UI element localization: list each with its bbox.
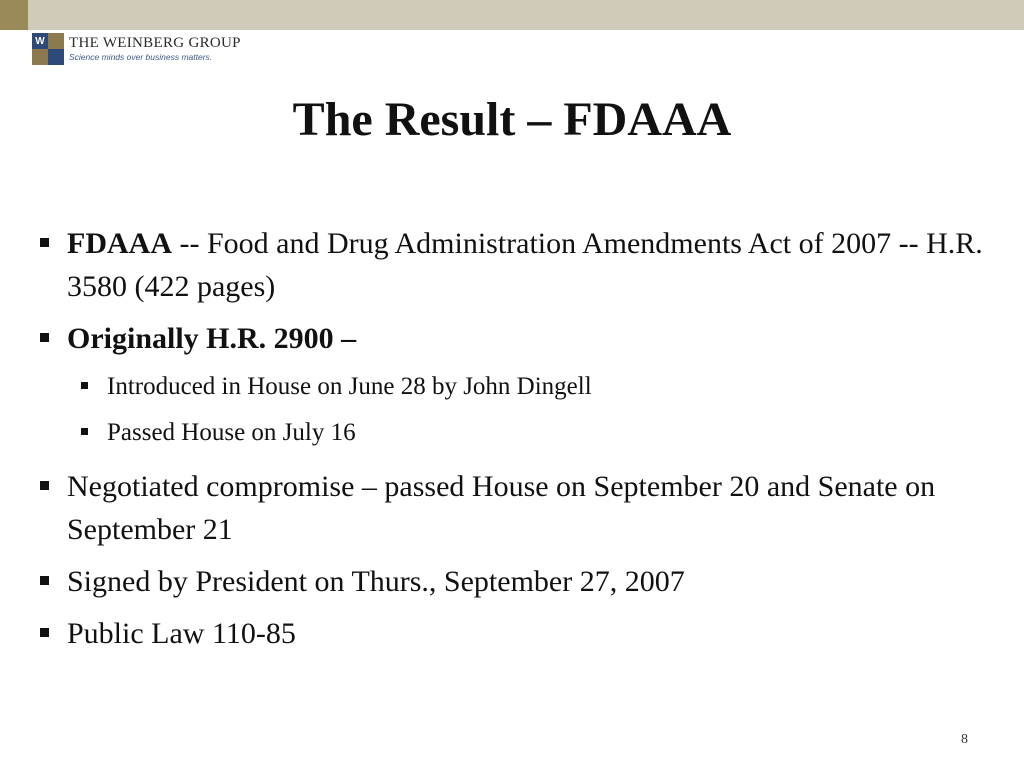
company-logo <box>32 33 241 65</box>
corner-accent-block <box>0 0 28 30</box>
bullet-list <box>38 222 983 664</box>
bullet-bold-text: FDAAA <box>67 227 172 260</box>
bullet-item: Public Law 110-85 <box>38 612 983 655</box>
bullet-bold-text: Originally H.R. 2900 – <box>67 322 357 355</box>
bullet-item <box>38 317 983 456</box>
sub-bullet-item: Introduced in House on June 28 by John Dingell <box>79 364 983 410</box>
sub-bullet-list <box>79 364 983 456</box>
company-name: THE WEINBERG GROUP <box>69 35 241 52</box>
logo-quadrant <box>48 49 64 65</box>
logo-quadrant: W <box>32 33 48 49</box>
logo-quadrant <box>32 49 48 65</box>
sub-bullet-item: Passed House on July 16 <box>79 410 983 456</box>
bullet-item: Negotiated compromise – passed House on September 20 and Senate on September 21 <box>38 465 983 551</box>
logo-quadrant <box>48 33 64 49</box>
slide-title: The Result – FDAAA <box>292 93 732 146</box>
bullet-item <box>38 222 983 308</box>
company-tagline: Science minds over business matters. <box>69 52 213 63</box>
top-band <box>0 0 1024 30</box>
logo-mark-icon <box>32 33 64 65</box>
bullet-text: -- Food and Drug Administration Amendments Act of 2007 -- H.R. 3580 (422 pages) <box>67 227 983 303</box>
page-number: 8 <box>961 732 968 747</box>
bullet-item: Signed by President on Thurs., September 27, 2007 <box>38 560 983 603</box>
